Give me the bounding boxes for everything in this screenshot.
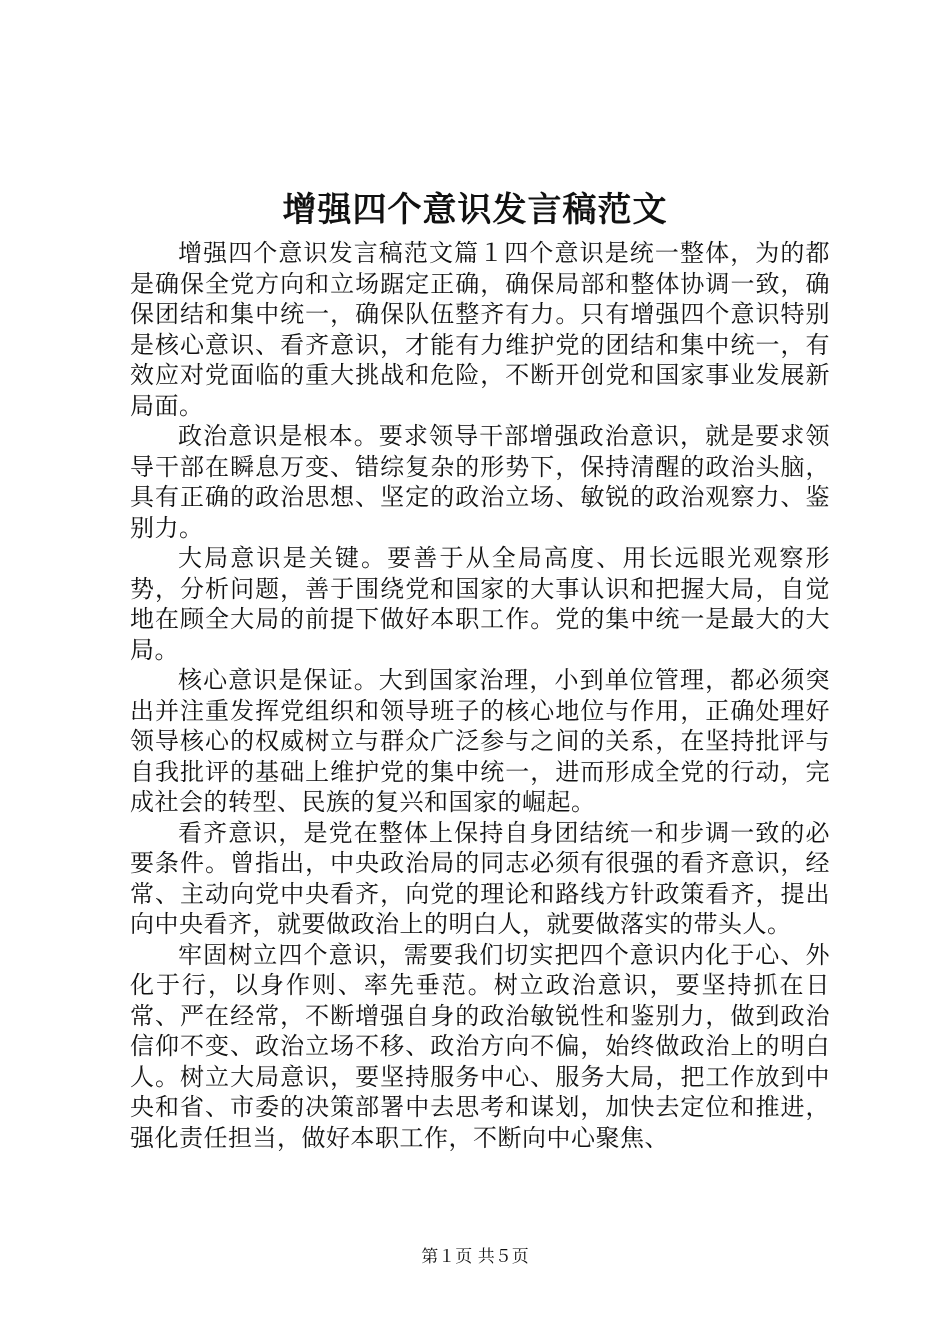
paragraph-political-awareness: 政治意识是根本。要求领导干部增强政治意识，就是要求领导干部在瞬息万变、错综复杂的形势下，保持清醒的政治头脑，具有正确的政治思想、坚定的政治立场、敏锐的政治观察力、鉴别力。 bbox=[130, 422, 830, 542]
paragraph-intro: 增强四个意识发言稿范文篇１四个意识是统一整体，为的都是确保全党方向和立场踞定正确，确保局部和整体协调一致，确保团结和集中统一，确保队伍整齐有力。只有增强四个意识特别是核心意识、看齐意识，才能有力维护党的团结和集中统一，有效应对党面临的重大挑战和危险，不断开创党和国家事业发展新局面。 bbox=[130, 239, 830, 420]
paragraph-core-awareness: 核心意识是保证。大到国家治理，小到单位管理，都必须突出并注重发挥党组织和领导班子的核心地位与作用，正确处理好领导核心的权威树立与群众广泛参与之间的关系，在坚持批评与自我批评的基础上维护党的集中统一，进而形成全党的行动，完成社会的转型、民族的复兴和国家的崛起。 bbox=[130, 666, 830, 816]
document-title: 增强四个意识发言稿范文 bbox=[282, 190, 668, 230]
document-body bbox=[130, 238, 830, 1153]
paragraph-alignment-awareness: 看齐意识，是党在整体上保持自身团结统一和步调一致的必要条件。曾指出，中央政治局的同志必须有很强的看齐意识，经常、主动向党中央看齐，向党的理论和路线方针政策看齐，提出向中央看齐，就要做政治上的明白人，就要做落实的带头人。 bbox=[130, 818, 830, 938]
paragraph-firmly-establish: 牢固树立四个意识，需要我们切实把四个意识内化于心、外化于行，以身作则、率先垂范。树立政治意识，要坚持抓在日常、严在经常，不断增强自身的政治敏锐性和鉴别力，做到政治信仰不变、政治立场不移、政治方向不偏，始终做政治上的明白人。树立大局意识，要坚持服务中心、服务大局，把工作放到中央和省、市委的决策部署中去思考和谋划，加快去定位和推进，强化责任担当，做好本职工作，不断向中心聚焦、 bbox=[130, 940, 830, 1152]
page-indicator: 第１页 共５页 bbox=[421, 1247, 529, 1267]
paragraph-overall-awareness: 大局意识是关键。要善于从全局高度、用长远眼光观察形势，分析问题，善于围绕党和国家的大事认识和把握大局，自觉地在顾全大局的前提下做好本职工作。党的集中统一是最大的大局。 bbox=[130, 544, 830, 664]
